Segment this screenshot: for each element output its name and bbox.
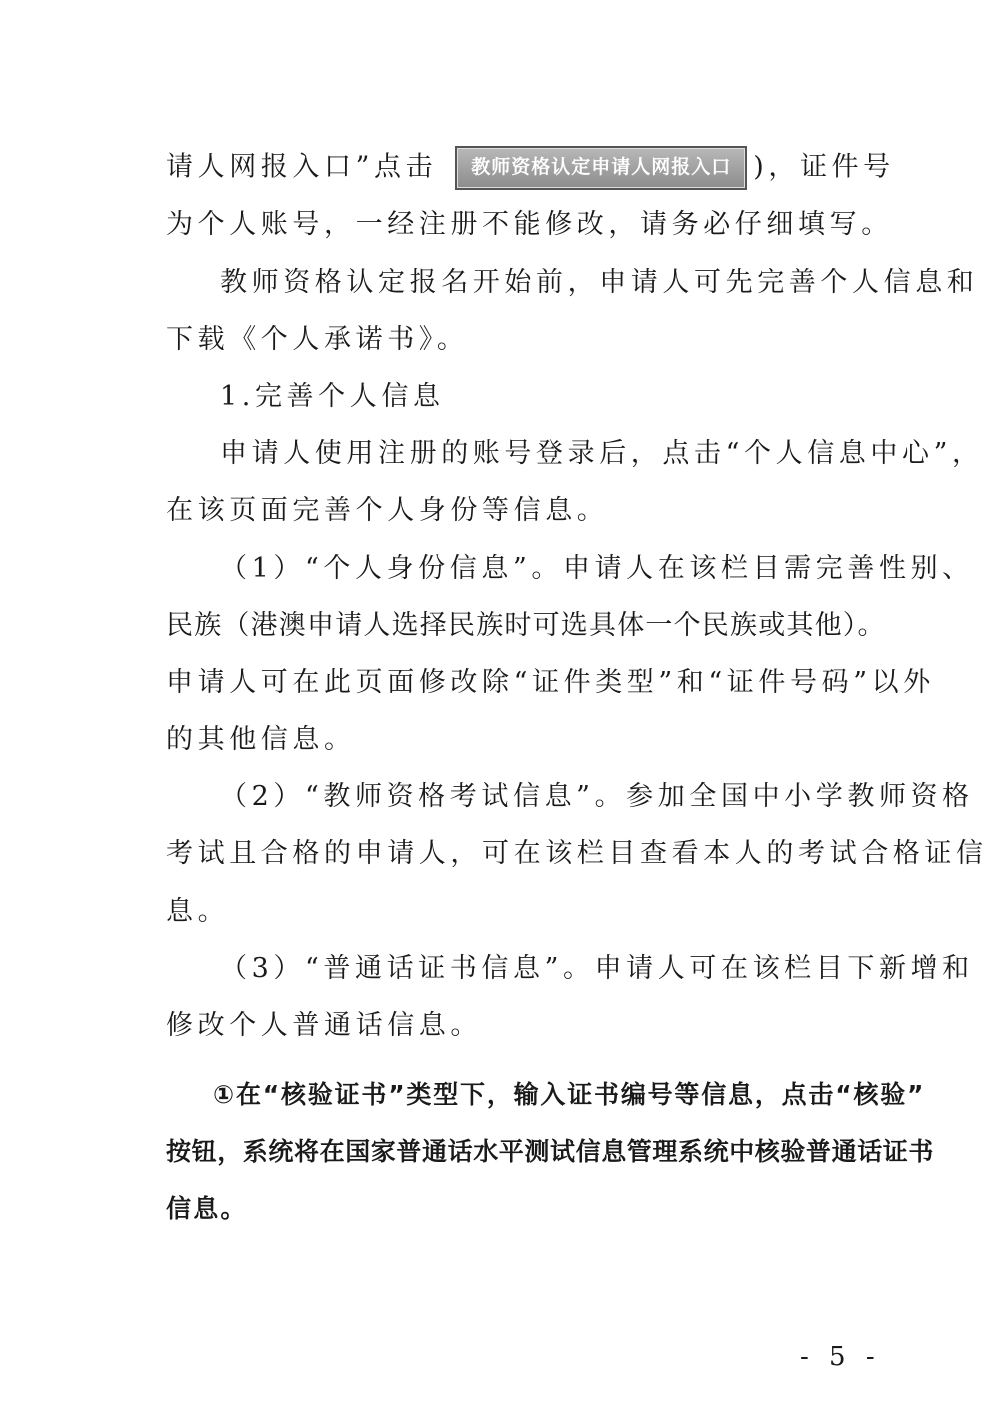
text-line-16: 修改个人普通话信息。 — [166, 1010, 482, 1041]
text-line-11: 的其他信息。 — [166, 724, 356, 755]
text-line-14: 息。 — [166, 896, 230, 927]
line1-after: )，证件号 — [753, 151, 895, 183]
text-line-15: （3）“普通话证书信息”。申请人可在该栏目下新增和 — [220, 953, 974, 984]
text-line-13: 考试且合格的申请人，可在该栏目查看本人的考试合格证信 — [166, 838, 988, 869]
applicant-portal-button[interactable]: 教师资格认定申请人网报入口 — [455, 146, 747, 190]
text-line-7: 在该页面完善个人身份等信息。 — [166, 495, 609, 526]
text-line-6: 申请人使用注册的账号登录后，点击“个人信息中心”， — [220, 438, 984, 469]
text-line-2: 为个人账号，一经注册不能修改，请务必仔细填写。 — [166, 209, 893, 240]
text-line-18: 按钮，系统将在国家普通话水平测试信息管理系统中核验普通话证书 — [166, 1137, 935, 1166]
text-line-17: ①在“核验证书”类型下，输入证书编号等信息，点击“核验” — [213, 1080, 926, 1109]
text-line-8: （1）“个人身份信息”。申请人在该栏目需完善性别、 — [220, 553, 974, 584]
section-heading: 1.完善个人信息 — [220, 381, 445, 412]
text-line-4: 下载《个人承诺书》。 — [166, 324, 469, 355]
line1-before: 请人网报入口”点击 — [166, 151, 438, 183]
text-line-1 — [166, 146, 895, 190]
text-line-3: 教师资格认定报名开始前，申请人可先完善个人信息和 — [220, 267, 979, 298]
text-line-10: 申请人可在此页面修改除“证件类型”和“证件号码”以外 — [166, 667, 935, 698]
page-number: - 5 - — [800, 1342, 881, 1372]
text-line-12: （2）“教师资格考试信息”。参加全国中小学教师资格 — [220, 781, 974, 812]
text-line-9: 民族（港澳申请人选择民族时可选具体一个民族或其他）。 — [166, 610, 886, 641]
text-line-19: 信息。 — [166, 1194, 248, 1223]
